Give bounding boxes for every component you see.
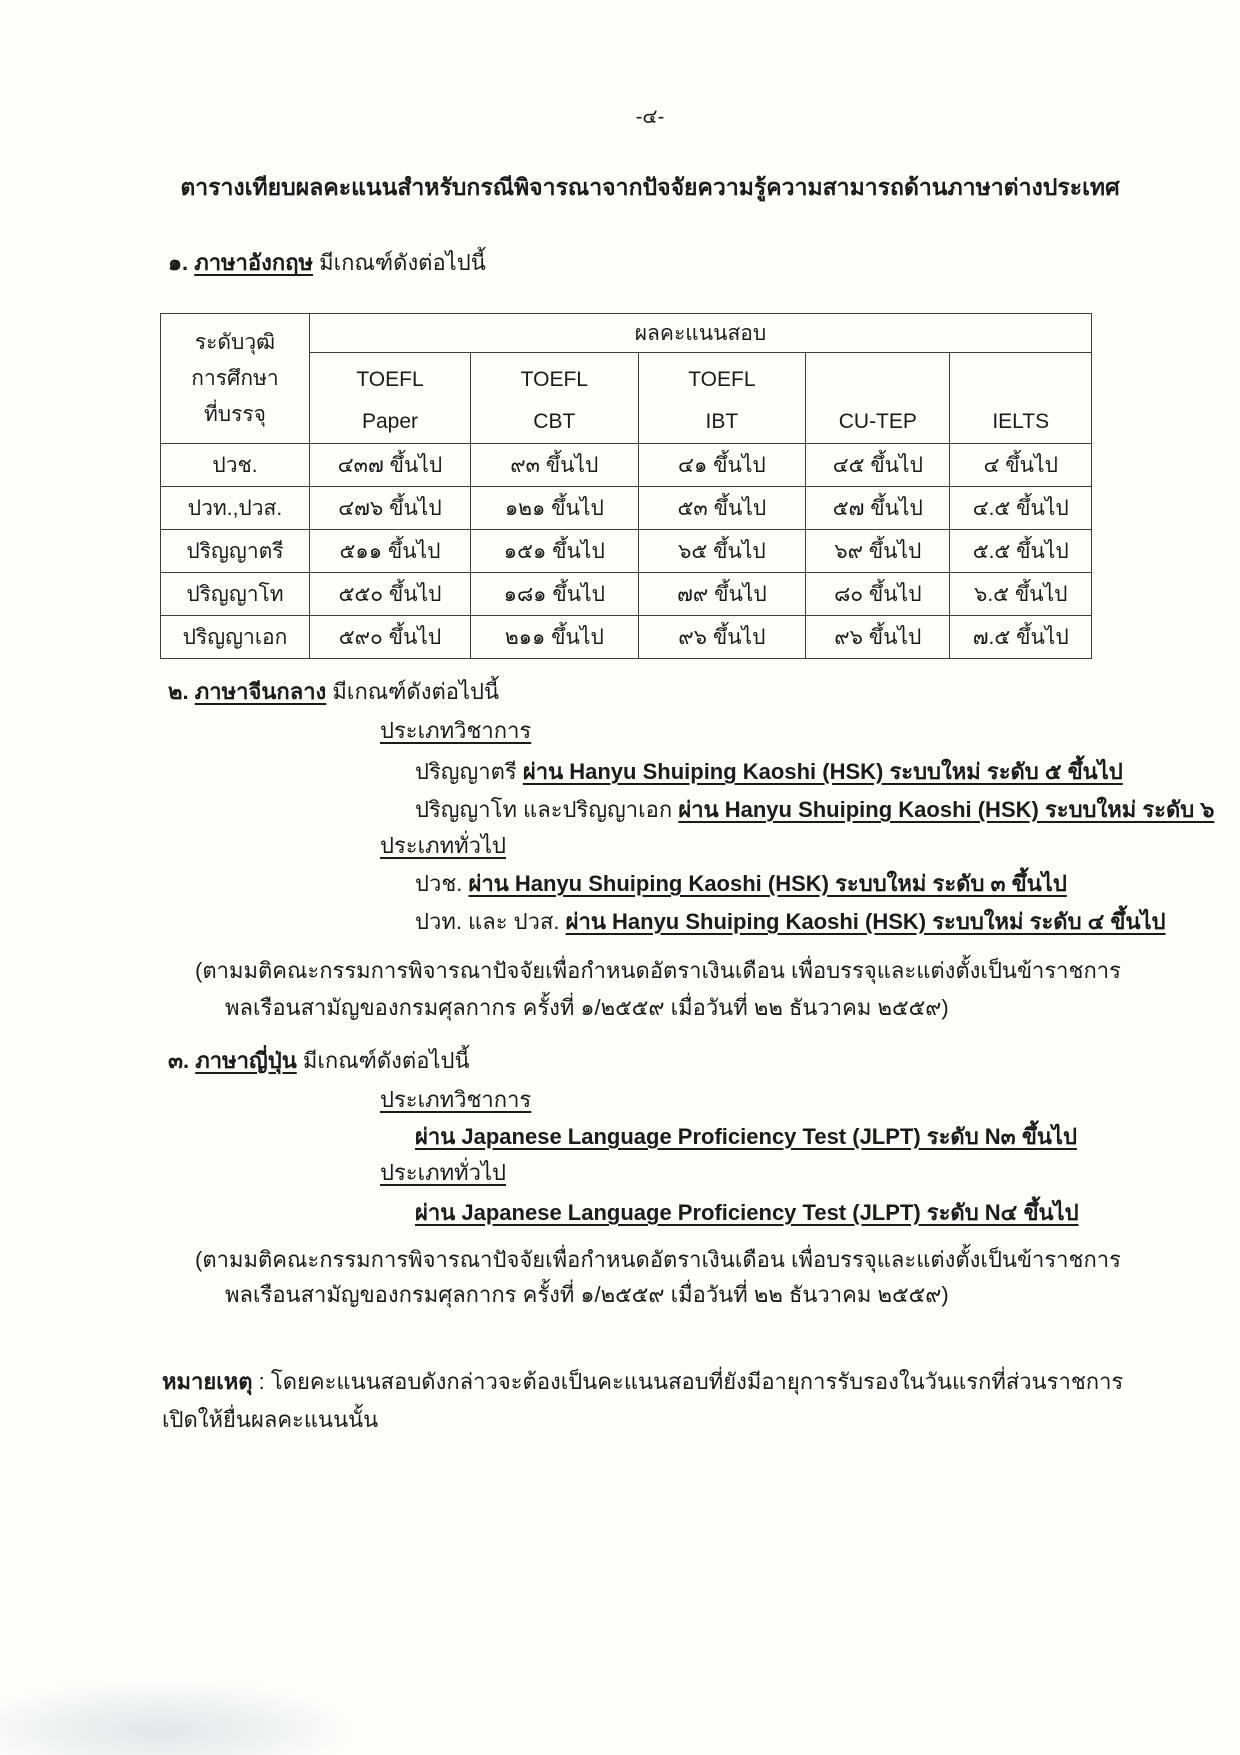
scan-artifact <box>0 1680 360 1755</box>
section-english-language: ภาษาอังกฤษ <box>194 250 314 275</box>
score-cell: ๔.๕ ขึ้นไป <box>950 487 1092 530</box>
level-column-header <box>161 314 310 444</box>
page-number: -๔- <box>635 106 665 128</box>
level-cell: ปวช. <box>161 444 310 487</box>
hsk-requirement: ผ่าน Hanyu Shuiping Kaoshi (HSK) ระบบใหม่ ระดับ ๕ ขึ้นไป <box>522 759 1123 784</box>
hsk-line-prefix: ปริญญาตรี <box>415 759 523 784</box>
score-cell: ๕๕๐ ขึ้นไป <box>309 573 470 616</box>
jlpt-academic-requirement: ผ่าน Japanese Language Proficiency Test (JLPT) ระดับ N๓ ขึ้นไป <box>415 1124 1077 1149</box>
level-header-line: ที่บรรจุ <box>203 402 266 426</box>
score-cell: ๖๕ ขึ้นไป <box>638 530 806 573</box>
chinese-committee-note-line2: พลเรือนสามัญของกรมศุลกากร ครั้งที่ ๑/๒๕๕๙ เมื่อวันที่ ๒๒ ธันวาคม ๒๕๕๙) <box>225 995 949 1020</box>
score-cell: ๑๕๑ ขึ้นไป <box>471 530 639 573</box>
level-header-line: ระดับวุฒิ <box>194 330 276 354</box>
section-chinese-number: ๒. <box>168 679 189 704</box>
column-header-toefl-paper: TOEFL Paper <box>309 353 470 444</box>
hsk-line-prefix: ปวท. และ ปวส. <box>415 909 566 934</box>
japanese-general-category-heading: ประเภททั่วไป <box>380 1160 507 1185</box>
chinese-general-category-heading: ประเภททั่วไป <box>380 833 507 858</box>
table-row <box>161 444 1092 487</box>
score-cell: ๑๒๑ ขึ้นไป <box>471 487 639 530</box>
section-chinese-intro: มีเกณฑ์ดังต่อไปนี้ <box>332 679 500 704</box>
hsk-general-line-pwch <box>415 867 1067 901</box>
section-chinese-language: ภาษาจีนกลาง <box>194 679 327 704</box>
score-cell: ๖๙ ขึ้นไป <box>806 530 950 573</box>
score-cell: ๘๐ ขึ้นไป <box>806 573 950 616</box>
score-comparison-table <box>160 313 1092 659</box>
japanese-committee-note-line2: พลเรือนสามัญของกรมศุลกากร ครั้งที่ ๑/๒๕๕๙ เมื่อวันที่ ๒๒ ธันวาคม ๒๕๕๙) <box>225 1282 949 1307</box>
section-japanese-heading <box>168 1044 470 1078</box>
score-cell: ๙๖ ขึ้นไป <box>638 616 806 659</box>
section-english-intro: มีเกณฑ์ดังต่อไปนี้ <box>319 250 486 275</box>
level-cell: ปริญญาตรี <box>161 530 310 573</box>
section-japanese-language: ภาษาญี่ปุ่น <box>195 1048 297 1073</box>
hsk-academic-line-master-doctor <box>415 793 1214 827</box>
chinese-academic-category-heading: ประเภทวิชาการ <box>380 718 532 743</box>
section-japanese-number: ๓. <box>168 1048 190 1073</box>
score-cell: ๕๑๑ ขึ้นไป <box>309 530 470 573</box>
column-header-ielts: IELTS <box>950 353 1092 444</box>
jlpt-general-requirement: ผ่าน Japanese Language Proficiency Test (JLPT) ระดับ N๔ ขึ้นไป <box>415 1200 1079 1225</box>
score-cell: ๒๑๑ ขึ้นไป <box>471 616 639 659</box>
section-english-number: ๑. <box>168 250 189 275</box>
score-cell: ๙๓ ขึ้นไป <box>471 444 639 487</box>
level-cell: ปวท.,ปวส. <box>161 487 310 530</box>
level-header-line: การศึกษา <box>191 366 279 390</box>
score-cell: ๔๑ ขึ้นไป <box>638 444 806 487</box>
section-english-heading <box>168 246 486 280</box>
score-cell: ๔๓๗ ขึ้นไป <box>309 444 470 487</box>
score-cell: ๗๙ ขึ้นไป <box>638 573 806 616</box>
remark-text: : โดยคะแนนสอบดังกล่าวจะต้องเป็นคะแนนสอบที่ยังมีอายุการรับรองในวันแรกที่ส่วนราชการ <box>252 1369 1124 1394</box>
level-cell: ปริญญาโท <box>161 573 310 616</box>
score-cell: ๖.๕ ขึ้นไป <box>950 573 1092 616</box>
japanese-academic-category-heading: ประเภทวิชาการ <box>380 1087 532 1112</box>
column-header-toefl-ibt: TOEFL IBT <box>638 353 806 444</box>
score-cell: ๔๗๖ ขึ้นไป <box>309 487 470 530</box>
score-cell: ๗.๕ ขึ้นไป <box>950 616 1092 659</box>
hsk-general-line-pwt-pws <box>415 905 1166 939</box>
score-cell: ๔๕ ขึ้นไป <box>806 444 950 487</box>
hsk-requirement: ผ่าน Hanyu Shuiping Kaoshi (HSK) ระบบใหม่ ระดับ ๖ <box>678 797 1215 822</box>
remark-label: หมายเหตุ <box>162 1369 253 1394</box>
score-cell: ๕๗ ขึ้นไป <box>806 487 950 530</box>
hsk-academic-line-bachelor <box>415 755 1123 789</box>
score-cell: ๔ ขึ้นไป <box>950 444 1092 487</box>
table-row <box>161 573 1092 616</box>
column-header-toefl-cbt: TOEFL CBT <box>471 353 639 444</box>
page-title: ตารางเทียบผลคะแนนสำหรับกรณีพิจารณาจากปัจจัยความรู้ความสามารถด้านภาษาต่างประเทศ <box>180 174 1120 200</box>
table-row <box>161 616 1092 659</box>
hsk-requirement: ผ่าน Hanyu Shuiping Kaoshi (HSK) ระบบใหม่ ระดับ ๓ ขึ้นไป <box>468 871 1067 896</box>
hsk-requirement: ผ่าน Hanyu Shuiping Kaoshi (HSK) ระบบใหม่ ระดับ ๔ ขึ้นไป <box>565 909 1166 934</box>
column-header-cutep: CU-TEP <box>806 353 950 444</box>
score-cell: ๕.๕ ขึ้นไป <box>950 530 1092 573</box>
remark-line2: เปิดให้ยื่นผลคะแนนนั้น <box>162 1407 379 1432</box>
level-cell: ปริญญาเอก <box>161 616 310 659</box>
score-cell: ๕๓ ขึ้นไป <box>638 487 806 530</box>
hsk-line-prefix: ปริญญาโท และปริญญาเอก <box>415 797 679 822</box>
japanese-committee-note-line1: (ตามมติคณะกรรมการพิจารณาปัจจัยเพื่อกำหนดอัตราเงินเดือน เพื่อบรรจุและแต่งตั้งเป็นข้าราชการ <box>195 1247 1121 1272</box>
score-group-header: ผลคะแนนสอบ <box>309 314 1091 353</box>
hsk-line-prefix: ปวช. <box>415 871 469 896</box>
chinese-committee-note-line1: (ตามมติคณะกรรมการพิจารณาปัจจัยเพื่อกำหนดอัตราเงินเดือน เพื่อบรรจุและแต่งตั้งเป็นข้าราชการ <box>195 958 1121 983</box>
score-cell: ๕๙๐ ขึ้นไป <box>309 616 470 659</box>
score-cell: ๙๖ ขึ้นไป <box>806 616 950 659</box>
section-japanese-intro: มีเกณฑ์ดังต่อไปนี้ <box>302 1048 470 1073</box>
score-cell: ๑๘๑ ขึ้นไป <box>471 573 639 616</box>
table-row <box>161 487 1092 530</box>
table-row <box>161 530 1092 573</box>
section-chinese-heading <box>168 675 499 709</box>
remark-line1 <box>162 1365 1123 1399</box>
